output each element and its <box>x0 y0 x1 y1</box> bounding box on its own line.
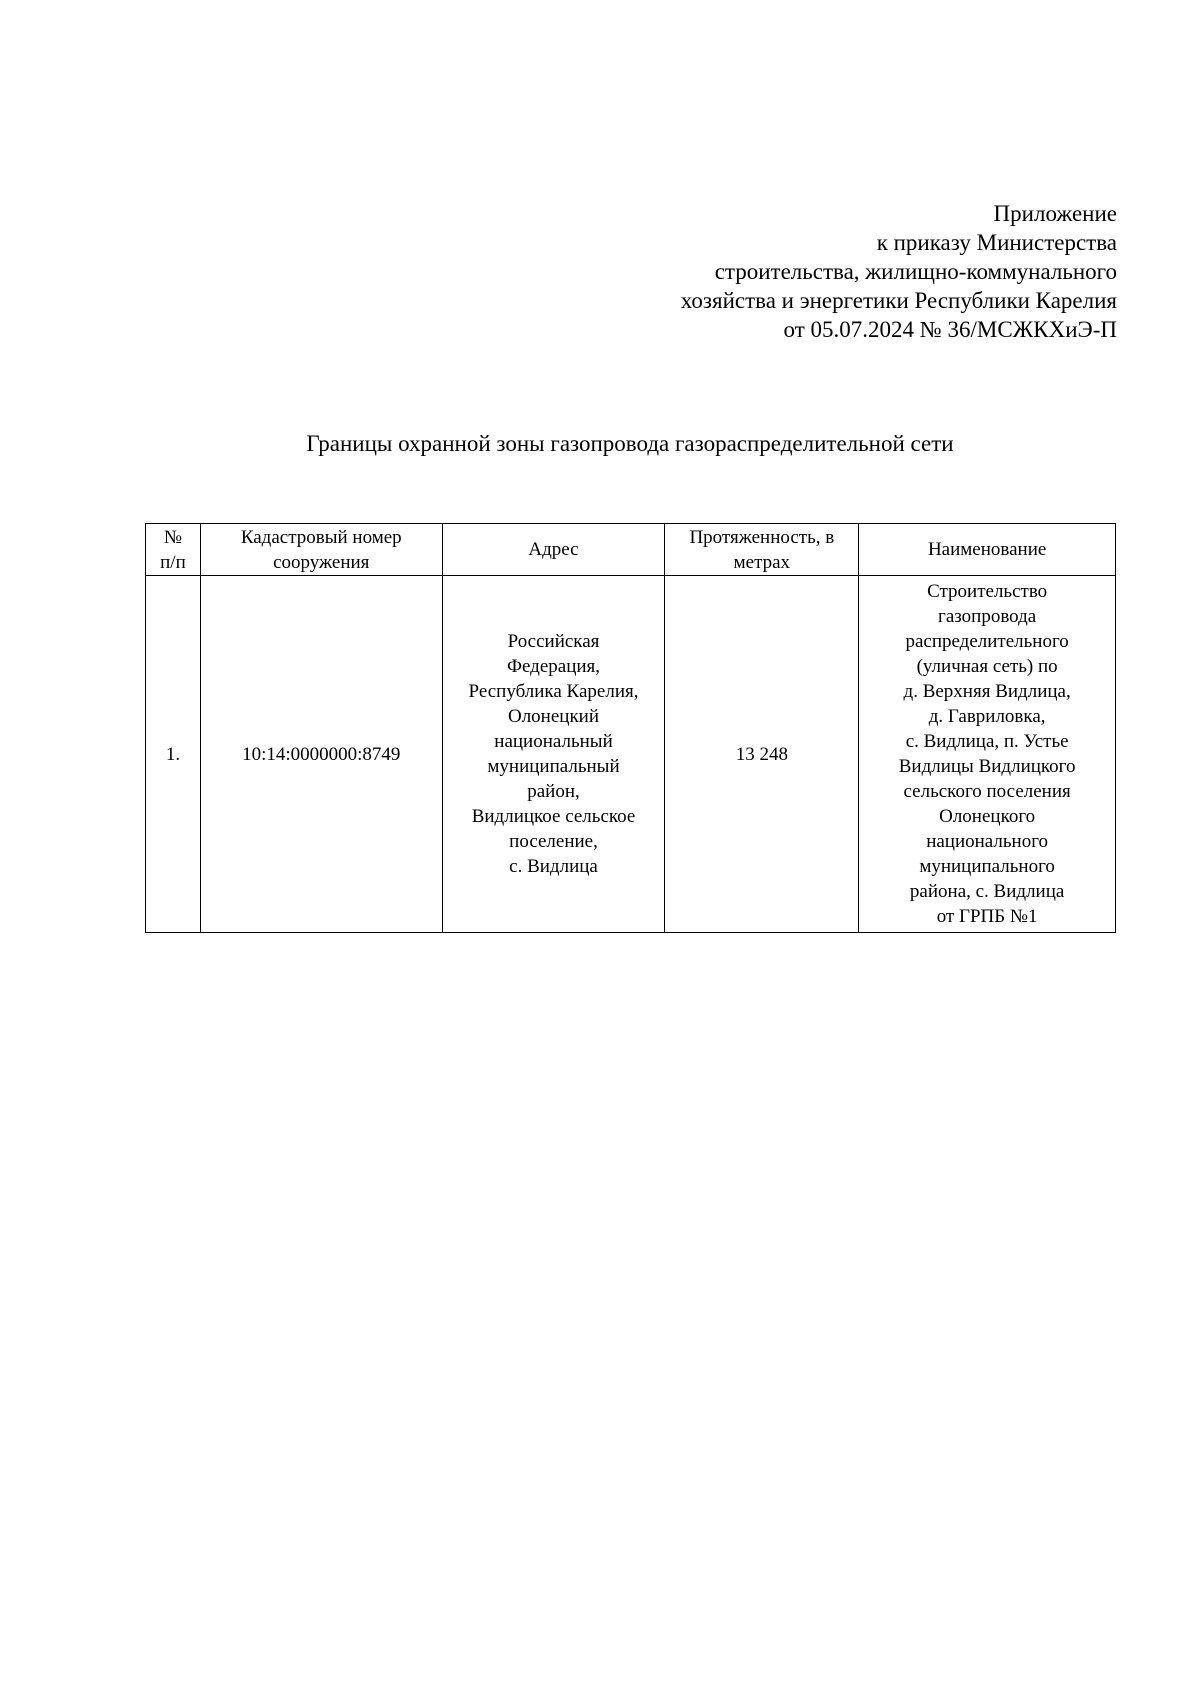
appendix-ministry-line-2: хозяйства и энергетики Республики Карелия <box>680 288 1117 313</box>
appendix-ministry-line-1: строительства, жилищно-коммунального <box>714 259 1117 284</box>
cell-name: Строительство газопровода распределительного (уличная сеть) по д. Верхняя Видлица, д. Гавриловка, с. Видлица, п. Устье Видлицы Видлицкого сельского поселения Олонецкого национального муниципального района, с. Видлица от ГРПБ №1 <box>859 576 1116 933</box>
table-header-row <box>146 524 1116 576</box>
appendix-header <box>681 199 1117 344</box>
appendix-label: Приложение <box>993 201 1117 226</box>
cell-cadastral-number: 10:14:0000000:8749 <box>200 576 442 933</box>
column-header-number: № п/п <box>146 524 201 576</box>
table-row <box>146 576 1116 933</box>
cell-number: 1. <box>146 576 201 933</box>
cell-address: Российская Федерация, Республика Карелия, Олонецкий национальный муниципальный район, Видлицкое сельское поселение, с. Видлица <box>442 576 665 933</box>
column-header-address: Адрес <box>442 524 665 576</box>
column-header-name: Наименование <box>859 524 1116 576</box>
appendix-order-ref: к приказу Министерства <box>876 230 1117 255</box>
appendix-order-date-number: от 05.07.2024 № 36/МСЖКХиЭ-П <box>783 317 1117 342</box>
cell-length: 13 248 <box>665 576 859 933</box>
column-header-length: Протяженность, в метрах <box>665 524 859 576</box>
column-header-cadastral-number: Кадастровый номер сооружения <box>200 524 442 576</box>
protection-zone-table <box>145 523 1116 933</box>
document-title: Границы охранной зоны газопровода газораспределительной сети <box>306 431 954 456</box>
